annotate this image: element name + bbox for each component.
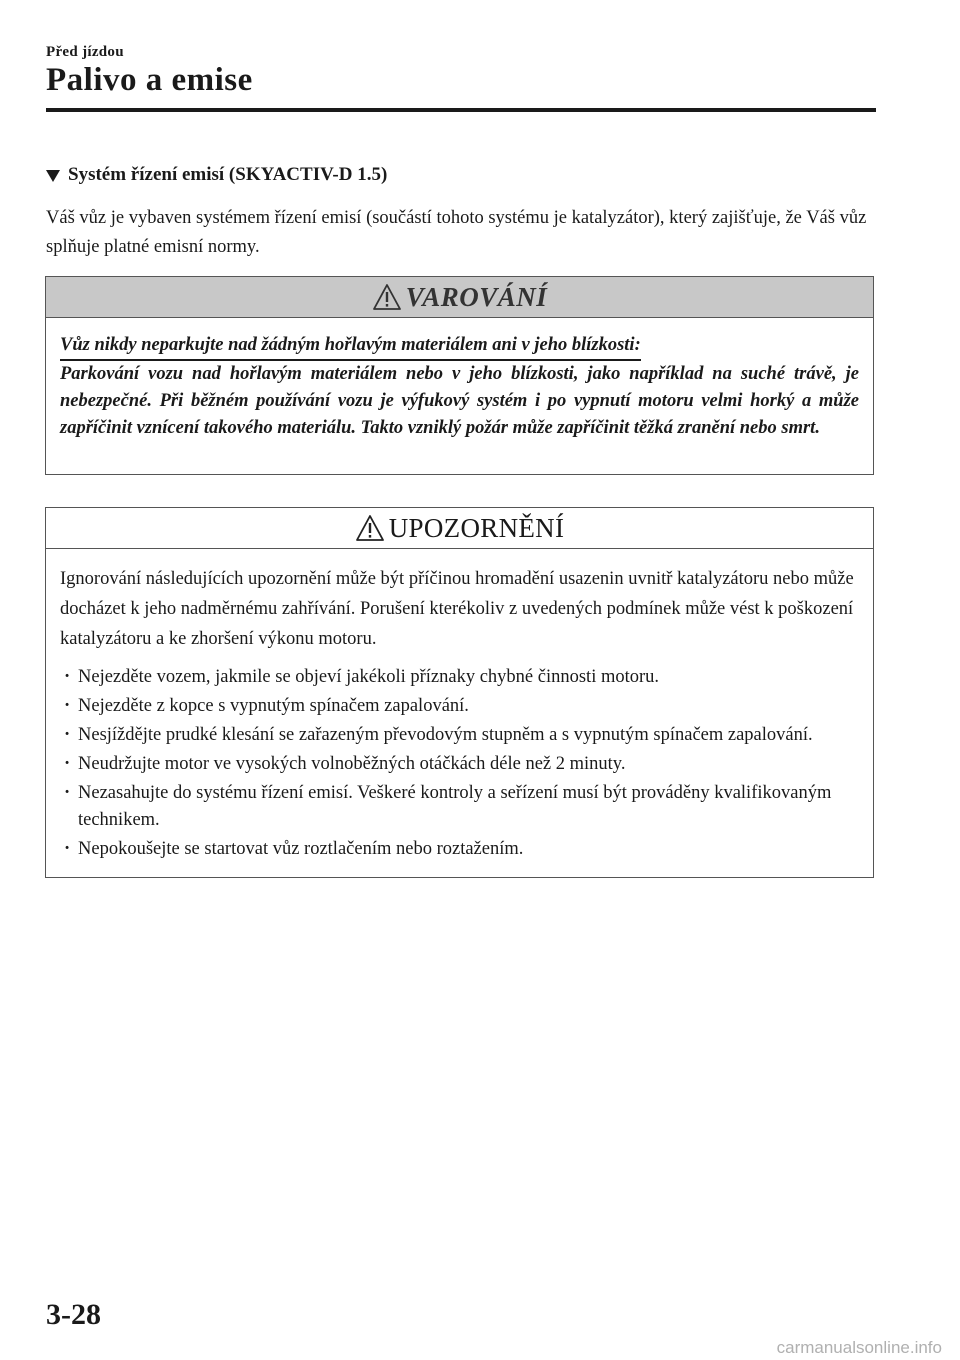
header-divider [46, 108, 876, 112]
page-number: 3-28 [46, 1298, 101, 1331]
caution-body [46, 549, 873, 863]
warning-triangle-icon [372, 283, 402, 311]
warning-header [46, 277, 873, 318]
list-item [60, 780, 859, 834]
list-item [60, 722, 859, 749]
caution-box [45, 507, 874, 878]
warning-lead: Vůz nikdy neparkujte nad žádným hořlavým materiálem ani v jeho blízkosti: [60, 332, 641, 361]
list-item-text: Neudržujte motor ve vysokých volnoběžných otáčkách déle než 2 minuty. [78, 754, 626, 774]
list-item [60, 751, 859, 778]
list-item-text: Nezasahujte do systému řízení emisí. Veškeré kontroly a seřízení musí být prováděny kvalifikovaným technikem. [78, 783, 832, 830]
section-heading [46, 164, 387, 186]
bullet-dot: · [64, 783, 71, 803]
bullet-dot: · [64, 696, 71, 716]
warning-box [45, 276, 874, 475]
triangle-down-icon [46, 170, 60, 182]
page-title: Palivo a emise [46, 62, 253, 98]
caution-list [60, 664, 859, 863]
list-item-text: Nepokoušejte se startovat vůz roztlačením nebo roztažením. [78, 839, 524, 859]
warning-body [46, 318, 873, 442]
list-item [60, 664, 859, 691]
bullet-dot: · [64, 754, 71, 774]
intro-paragraph: Váš vůz je vybaven systémem řízení emisí (součástí tohoto systému je katalyzátor), který zajišťuje, že Váš vůz splňuje platné emisní normy. [46, 208, 867, 257]
list-item-text: Nejezděte vozem, jakmile se objeví jakékoli příznaky chybné činnosti motoru. [78, 667, 660, 687]
warning-text: Parkování vozu nad hořlavým materiálem nebo v jeho blízkosti, jako například na suché trávě, je nebezpečné. Při běžném používání vozu je výfukový systém i po vypnutí motoru velmi horký a může zapříčinit vznícení takového materiálu. Takto vzniklý požár může zapříčinit těžká zranění nebo smrt. [60, 364, 859, 438]
caution-label: UPOZORNĚNÍ [388, 512, 565, 543]
bullet-dot: · [64, 667, 71, 687]
warning-label: VAROVÁNÍ [405, 281, 548, 312]
list-item-text: Nejezděte z kopce s vypnutým spínačem zapalování. [78, 696, 469, 716]
list-item [60, 693, 859, 720]
caution-intro: Ignorování následujících upozornění může být příčinou hromadění usazenin uvnitř katalyzátoru nebo může docházet k jeho nadměrnému zahřívání. Porušení kterékoliv z uvedených podmínek může vést k poškození katalyzátoru a ke zhoršení výkonu motoru. [60, 569, 854, 649]
bullet-dot: · [64, 725, 71, 745]
watermark: carmanualsonline.info [776, 1338, 942, 1357]
section-heading-text: Systém řízení emisí (SKYACTIV-D 1.5) [68, 164, 388, 185]
caution-header [46, 508, 873, 549]
warning-triangle-icon [355, 514, 385, 542]
list-item [60, 836, 859, 863]
section-label: Před jízdou [46, 44, 124, 60]
list-item-text: Nesjíždějte prudké klesání se zařazeným převodovým stupněm a s vypnutým spínačem zapalování. [78, 725, 813, 745]
bullet-dot: · [64, 839, 71, 859]
